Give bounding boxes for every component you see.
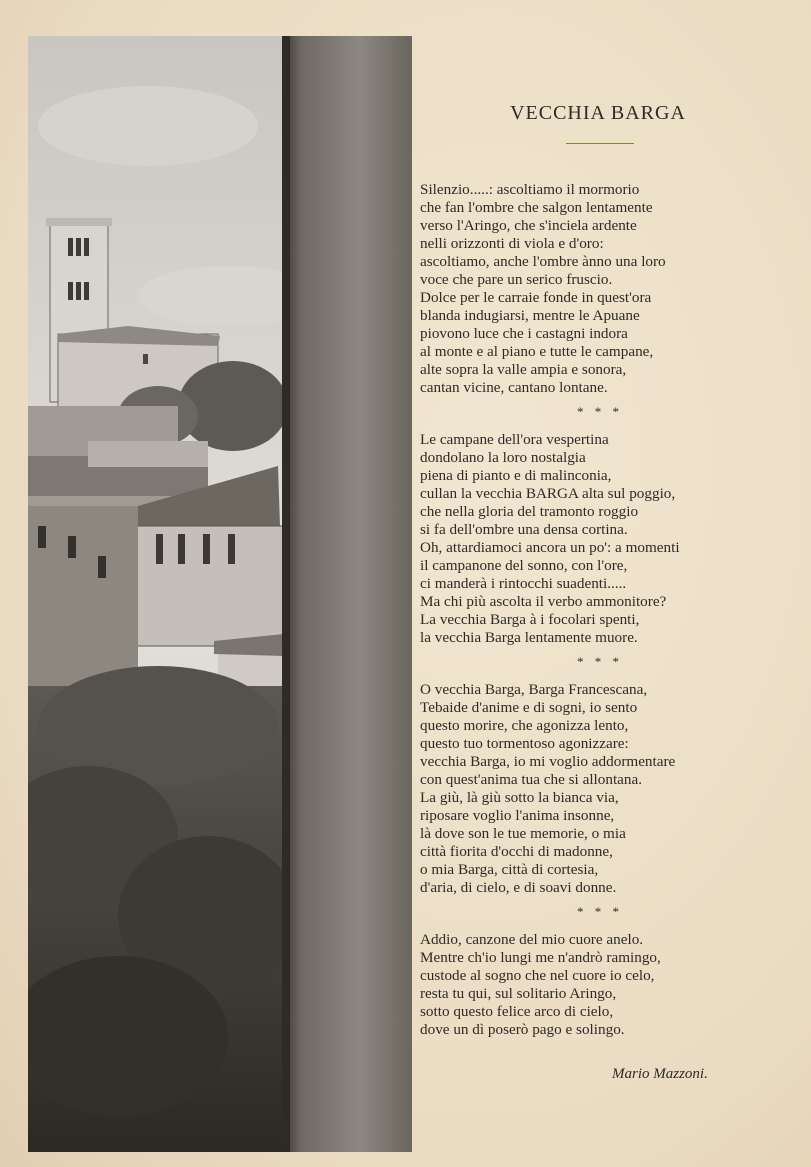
- poem-line: dondolano la loro nostalgia: [420, 449, 586, 466]
- poem-line: Silenzio.....: ascoltiamo il mormorio: [420, 181, 640, 198]
- poem-line: d'aria, di cielo, e di soavi donne.: [420, 879, 617, 896]
- poem-line: custode al sogno che nel cuore io celo,: [420, 967, 655, 984]
- stanza-2: [420, 431, 790, 647]
- poem-line: là dove son le tue memorie, o mia: [420, 825, 626, 842]
- poem-line: con quest'anima tua che si allontana.: [420, 771, 643, 788]
- poem-line: ascoltiamo, anche l'ombre ànno una loro: [420, 253, 666, 270]
- poem-line: O vecchia Barga, Barga Francescana,: [420, 681, 648, 698]
- poem-line: La vecchia Barga à i focolari spenti,: [420, 611, 640, 628]
- author-signature: Mario Mazzoni.: [612, 1066, 708, 1082]
- poem-line: alte sopra la valle ampia e sonora,: [420, 361, 627, 378]
- photo-illustration: [28, 36, 412, 1152]
- poem-line: La giù, là giù sotto la bianca via,: [420, 789, 619, 806]
- poem-line: al monte e al piano e tutte le campane,: [420, 343, 654, 360]
- title-divider: [566, 143, 634, 144]
- stanza-separator: * * *: [577, 904, 623, 919]
- poem-line: Le campane dell'ora vespertina: [420, 431, 609, 448]
- poem-line: si fa dell'ombre una densa cortina.: [420, 521, 628, 538]
- poem-line: il campanone del sonno, con l'ore,: [420, 557, 628, 574]
- poem-line: piena di pianto e di malinconia,: [420, 467, 612, 484]
- poem-line: Tebaide d'anime e di sogni, io sento: [420, 699, 638, 716]
- poem-line: Ma chi più ascolta il verbo ammonitore?: [420, 593, 667, 610]
- poem-line: questo tuo tormentoso agonizzare:: [420, 735, 629, 752]
- poem-line: blanda indugiarsi, mentre le Apuane: [420, 307, 640, 324]
- poem-line: che fan l'ombre che salgon lentamente: [420, 199, 653, 216]
- poem-line: verso l'Aringo, che s'inciela ardente: [420, 217, 637, 234]
- poem-line: ci manderà i rintocchi suadenti.....: [420, 575, 627, 592]
- poem-line: Addio, canzone del mio cuore anelo.: [420, 931, 644, 948]
- poem-line: o mia Barga, città di cortesia,: [420, 861, 599, 878]
- poem-line: questo morire, che agonizza lento,: [420, 717, 629, 734]
- stanza-separator: * * *: [577, 654, 623, 669]
- poem-line: dove un dì poserò pago e solingo.: [420, 1021, 625, 1038]
- poem-line: Oh, attardiamoci ancora un po': a momenti: [420, 539, 680, 556]
- poem-line: cantan vicine, cantano lontane.: [420, 379, 608, 396]
- poem-body: [420, 181, 790, 1039]
- barga-photograph: [28, 36, 412, 1152]
- stanza-3: [420, 681, 790, 897]
- poem-line: vecchia Barga, io mi voglio addormentare: [420, 753, 676, 770]
- poem-line: voce che pare un serico fruscio.: [420, 271, 613, 288]
- stanza-separator: * * *: [577, 404, 623, 419]
- stanza-1: [420, 181, 790, 397]
- poem-line: che nella gloria del tramonto roggio: [420, 503, 639, 520]
- poem-line: resta tu qui, sul solitario Aringo,: [420, 985, 617, 1002]
- poem-line: piovono luce che i castagni indora: [420, 325, 628, 342]
- poem-line: riposare voglio l'anima insonne,: [420, 807, 615, 824]
- poem-line: città fiorita d'occhi di madonne,: [420, 843, 613, 860]
- poem-line: cullan la vecchia BARGA alta sul poggio,: [420, 485, 676, 502]
- poem-line: sotto questo felice arco di cielo,: [420, 1003, 614, 1020]
- poem-title: VECCHIA BARGA: [510, 102, 686, 124]
- stanza-4: [420, 931, 790, 1039]
- poem-line: nelli orizzonti di viola e d'oro:: [420, 235, 604, 252]
- poem-line: Dolce per le carraie fonde in quest'ora: [420, 289, 652, 306]
- poem-line: Mentre ch'io lungi me n'andrò ramingo,: [420, 949, 661, 966]
- poem-line: la vecchia Barga lentamente muore.: [420, 629, 638, 646]
